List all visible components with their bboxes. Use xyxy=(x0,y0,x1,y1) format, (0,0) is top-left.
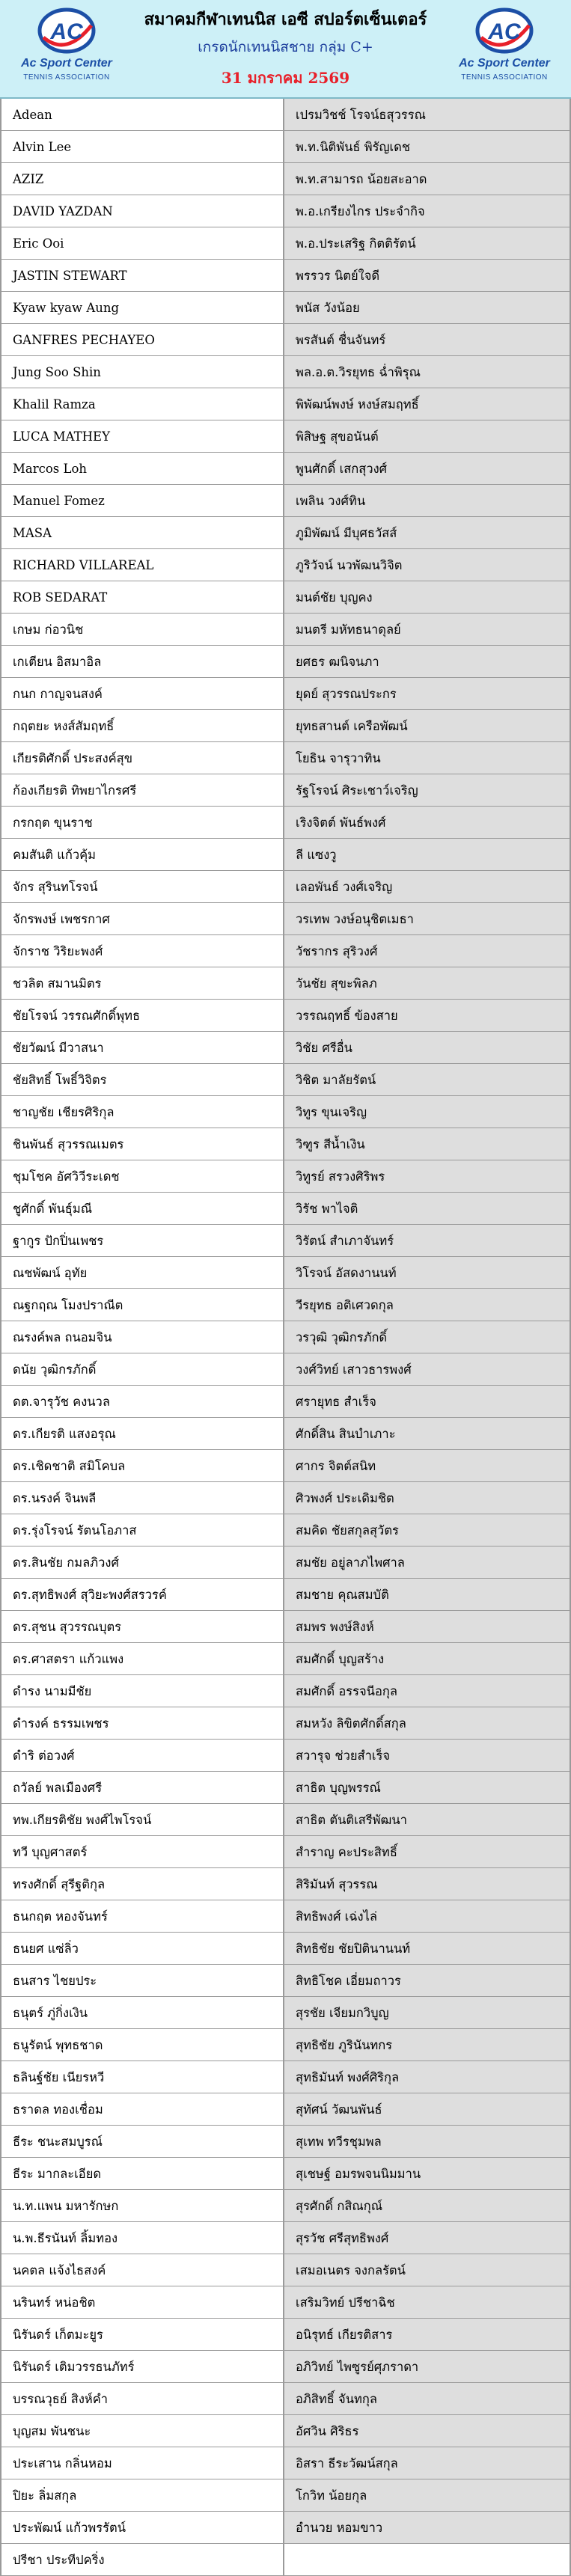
player-name-left: GANFRES PECHAYEO xyxy=(1,324,284,356)
player-name-left: ชาญชัย เชียรศิริกุล xyxy=(1,1096,284,1128)
table-row xyxy=(1,2286,570,2319)
player-name-right: วิรัตน์ สำเภาจันทร์ xyxy=(284,1225,570,1257)
player-name-right: สุเชษฐ์ อมรพจนนิมมาน xyxy=(284,2158,570,2190)
player-name-left: ธนกฤต หองจันทร์ xyxy=(1,1900,284,1933)
association-logo-left xyxy=(10,7,123,90)
player-name-right: พนัส วังน้อย xyxy=(284,292,570,324)
player-name-left: ทพ.เกียรติชัย พงศ์ไพโรจน์ xyxy=(1,1804,284,1836)
player-name-right: อภิวิทย์ ไพซูรย์ศุภราดา xyxy=(284,2351,570,2383)
player-name-right: สุรวัช ศรีสุทธิพงศ์ xyxy=(284,2222,570,2254)
player-name-left: ชินพันธ์ สุวรรณเมตร xyxy=(1,1128,284,1160)
table-row xyxy=(1,2383,570,2415)
player-name-left: ธลินฐ์ชัย เนียรหวี xyxy=(1,2061,284,2093)
player-name-left: ROB SEDARAT xyxy=(1,581,284,614)
table-row xyxy=(1,2061,570,2093)
player-name-right: วีรยุทธ อติเศวดกุล xyxy=(284,1289,570,1321)
player-name-left: ดำรง นามมีชัย xyxy=(1,1675,284,1707)
player-name-left: ดำรงค์ ธรรมเพชร xyxy=(1,1707,284,1740)
player-name-right: สิทธิพงศ์ เฉ่งไล่ xyxy=(284,1900,570,1933)
table-row xyxy=(1,2222,570,2254)
table-row xyxy=(1,2512,570,2544)
table-row xyxy=(1,1096,570,1128)
table-row xyxy=(1,967,570,1000)
player-name-left: ชัยโรจน์ วรรณศักดิ์พุทธ xyxy=(1,1000,284,1032)
player-name-right: วันชัย สุขะพิลภ xyxy=(284,967,570,1000)
player-name-left: ณรงค์พล ถนอมจิน xyxy=(1,1321,284,1353)
player-name-right: สมคิด ชัยสกุลสุวัตร xyxy=(284,1514,570,1546)
player-name-right: สุทธิชัย ภูรินันทกร xyxy=(284,2029,570,2061)
player-name-right: โยธิน จารุวาทิน xyxy=(284,742,570,774)
table-row xyxy=(1,1611,570,1643)
player-name-right: สาธิต ตันติเสรีพัฒนา xyxy=(284,1804,570,1836)
player-name-right: ลี แซงวู xyxy=(284,839,570,871)
ac-logo-icon xyxy=(475,7,534,54)
player-name-left: ดร.สุทธิพงศ์ สุวิยะพงศ์สรวรค์ xyxy=(1,1579,284,1611)
player-name-right: วัชรากร สุริวงศ์ xyxy=(284,935,570,967)
player-name-left: บรรณวุธย์ สิงห์คำ xyxy=(1,2383,284,2415)
player-name-left: นคตล แจ้งไธสงค์ xyxy=(1,2254,284,2286)
table-row xyxy=(1,1965,570,1997)
player-name-left: เกียรติศักดิ์ ประสงค์สุข xyxy=(1,742,284,774)
player-name-right: เสมอเนตร จงกลรัตน์ xyxy=(284,2254,570,2286)
player-name-right: ภูริวัจน์ นวพัฒนวิจิต xyxy=(284,549,570,581)
player-name-left: ชัยวัฒน์ มีวาสนา xyxy=(1,1032,284,1064)
player-name-right: สมชัย อยู่ลาภไพศาล xyxy=(284,1546,570,1579)
player-name-right: พ.ท.สามารถ น้อยสะอาด xyxy=(284,163,570,195)
player-name-left: ก้องเกียรติ ทิพยาไกรศรี xyxy=(1,774,284,807)
player-name-left: Jung Soo Shin xyxy=(1,356,284,388)
player-name-left: Khalil Ramza xyxy=(1,388,284,420)
player-name-left: ทวี บุญศาสตร์ xyxy=(1,1836,284,1868)
table-row xyxy=(1,1900,570,1933)
player-name-left: LUCA MATHEY xyxy=(1,420,284,453)
player-name-right: สุรชัย เจียมกวิบูญ xyxy=(284,1997,570,2029)
player-name-left: Adean xyxy=(1,99,284,131)
player-name-right: อำนวย หอมขาว xyxy=(284,2512,570,2544)
player-name-right: สาธิต บุญพรรณ์ xyxy=(284,1772,570,1804)
player-name-right: วรวุฒิ วุฒิกรภักดิ์ xyxy=(284,1321,570,1353)
player-name-right: ยุทธสานต์ เครือพัฒน์ xyxy=(284,710,570,742)
player-name-right: สวารุจ ช่วยสำเร็จ xyxy=(284,1740,570,1772)
table-row xyxy=(1,549,570,581)
player-name-left: ชัยสิทธิ์ โพธิ์วิจิตร xyxy=(1,1064,284,1096)
player-name-right: ศักดิ์สิน สินบำเภาะ xyxy=(284,1418,570,1450)
table-row xyxy=(1,1064,570,1096)
player-name-left: นรินทร์ หน่อชิต xyxy=(1,2286,284,2319)
player-name-left: ณชพัฒน์ อุทัย xyxy=(1,1257,284,1289)
player-name-right: สมศักดิ์ บุญสร้าง xyxy=(284,1643,570,1675)
player-name-right: รัฐโรจน์ ศิระเชาว์เจริญ xyxy=(284,774,570,807)
player-name-left: ดร.นรงค์ จินพลี xyxy=(1,1482,284,1514)
player-name-right: เริงจิตต์ พันธ์พงศ์ xyxy=(284,807,570,839)
player-name-left: นิรันดร์ เก็ตมะยูร xyxy=(1,2319,284,2351)
player-name-left: Manuel Fomez xyxy=(1,485,284,517)
table-row xyxy=(1,839,570,871)
player-name-left: ธนสาร ไชยประ xyxy=(1,1965,284,1997)
player-name-left: DAVID YAZDAN xyxy=(1,195,284,227)
player-name-right: เพลิน วงศ์ทิน xyxy=(284,485,570,517)
table-row xyxy=(1,2093,570,2126)
logo-subtitle: TENNIS ASSOCIATION xyxy=(461,73,548,82)
player-name-right: วิรัช พาไจติ xyxy=(284,1193,570,1225)
table-row xyxy=(1,1257,570,1289)
table-row xyxy=(1,1000,570,1032)
table-row xyxy=(1,453,570,485)
table-row xyxy=(1,99,570,131)
player-name-right: สำราญ คะประสิทธิ์ xyxy=(284,1836,570,1868)
table-row xyxy=(1,742,570,774)
table-row xyxy=(1,774,570,807)
table-row xyxy=(1,1160,570,1193)
table-row xyxy=(1,1289,570,1321)
player-name-right: สมหวัง ลิขิตศักดิ์สกุล xyxy=(284,1707,570,1740)
table-row xyxy=(1,1675,570,1707)
player-name-left: ประพัฒน์ แก้วพรรัตน์ xyxy=(1,2512,284,2544)
player-name-right: วรรณฤทธิ์ ข้องสาย xyxy=(284,1000,570,1032)
table-row xyxy=(1,2544,570,2576)
player-name-left: ณฐกฤณ โมงปราณีต xyxy=(1,1289,284,1321)
player-name-right: วิทูรย์ สรวงศิริพร xyxy=(284,1160,570,1193)
table-row xyxy=(1,1353,570,1386)
table-row xyxy=(1,163,570,195)
player-name-left: ธีระ มากละเอียด xyxy=(1,2158,284,2190)
player-name-left: คมสันติ แก้วคุ้ม xyxy=(1,839,284,871)
player-name-left: Eric Ooi xyxy=(1,227,284,260)
table-row xyxy=(1,1836,570,1868)
player-name-left: ดร.รุ่งโรจน์ รัตนโอภาส xyxy=(1,1514,284,1546)
player-name-right: มนต์ชัย บุญคง xyxy=(284,581,570,614)
table-row xyxy=(1,1997,570,2029)
table-row xyxy=(1,2029,570,2061)
player-name-right: สมชาย คุณสมบัติ xyxy=(284,1579,570,1611)
player-name-right: สุรศักดิ์ กสิณกุณ์ xyxy=(284,2190,570,2222)
table-row xyxy=(1,131,570,163)
player-name-left: ชูศักดิ์ พันธุ์มณี xyxy=(1,1193,284,1225)
player-name-right: เปรมวิชช์ โรจน์ธสุวรรณ xyxy=(284,99,570,131)
player-name-left: ดร.เกียรติ แสงอรุณ xyxy=(1,1418,284,1450)
table-row xyxy=(1,2254,570,2286)
table-row xyxy=(1,1418,570,1450)
player-name-right: สิริมันท์ สุวรรณ xyxy=(284,1868,570,1900)
table-row xyxy=(1,292,570,324)
table-row xyxy=(1,1772,570,1804)
player-name-right: อิสรา ธีระวัฒน์สกุล xyxy=(284,2447,570,2479)
player-name-left: Kyaw kyaw Aung xyxy=(1,292,284,324)
table-row xyxy=(1,1643,570,1675)
player-name-right: ศรายุทธ สำเร็จ xyxy=(284,1386,570,1418)
svg-text:AC: AC xyxy=(488,19,521,44)
grade-group-title: เกรดนักเทนนิสชาย กลุ่ม C+ xyxy=(198,39,373,55)
player-name-right: สิทธิโชค เอี่ยมถาวร xyxy=(284,1965,570,1997)
player-name-right: โกวิท น้อยกุล xyxy=(284,2479,570,2512)
table-row xyxy=(1,227,570,260)
player-name-right: อัศวิน ศิริธร xyxy=(284,2415,570,2447)
player-name-right: ยุดย์ สุวรรณประกร xyxy=(284,678,570,710)
table-row xyxy=(1,1868,570,1900)
player-name-right: พล.อ.ต.วิรยุทธ ฉ่ำพิรุณ xyxy=(284,356,570,388)
table-row xyxy=(1,1225,570,1257)
ac-logo-icon xyxy=(37,7,96,54)
table-row xyxy=(1,1193,570,1225)
player-name-left: จักรพงษ์ เพชรกาศ xyxy=(1,903,284,935)
table-row xyxy=(1,1546,570,1579)
player-name-left: ฐากูร ปักปิ่นเพชร xyxy=(1,1225,284,1257)
player-name-right: วงศ์วิทย์ เสาวธารพงศ์ xyxy=(284,1353,570,1386)
player-name-left: เกษม ก่อวนิช xyxy=(1,614,284,646)
player-name-left: ดร.สุชน สุวรรณบุตร xyxy=(1,1611,284,1643)
player-name-right: พิสิษฐ สุขอนันต์ xyxy=(284,420,570,453)
player-name-right: วรเทพ วงษ์อนุชิตเมธา xyxy=(284,903,570,935)
player-name-table xyxy=(0,99,571,2576)
table-row xyxy=(1,1804,570,1836)
player-name-left: ถวัลย์ พลเมืองศรี xyxy=(1,1772,284,1804)
table-row xyxy=(1,1450,570,1482)
player-name-right: ภูมิพัฒน์ มีบุศธวัสส์ xyxy=(284,517,570,549)
table-row xyxy=(1,903,570,935)
table-row xyxy=(1,807,570,839)
table-row xyxy=(1,646,570,678)
table-row xyxy=(1,1514,570,1546)
player-name-left: ชวลิต สมานมิตร xyxy=(1,967,284,1000)
player-name-right: พรสันต์ ชื่นจันทร์ xyxy=(284,324,570,356)
table-row xyxy=(1,2126,570,2158)
player-name-left: จักร สุรินทโรจน์ xyxy=(1,871,284,903)
player-name-left: ธนุตร์ ภู่กิ่งเงิน xyxy=(1,1997,284,2029)
player-name-left: ธราดล ทองเชื่อม xyxy=(1,2093,284,2126)
player-name-left: ดำริ ต่อวงศ์ xyxy=(1,1740,284,1772)
player-name-left: JASTIN STEWART xyxy=(1,260,284,292)
player-name-left: ดนัย วุฒิกรภักดิ์ xyxy=(1,1353,284,1386)
player-name-left: กนก กาญจนสงค์ xyxy=(1,678,284,710)
table-row xyxy=(1,1032,570,1064)
player-name-right: พรรวร นิตย์ใจดี xyxy=(284,260,570,292)
player-name-left: ธนยศ แซ่ลิ่ว xyxy=(1,1933,284,1965)
player-name-left: Marcos Loh xyxy=(1,453,284,485)
logo-subtitle: TENNIS ASSOCIATION xyxy=(23,73,110,82)
player-name-left: ประเสาน กลิ่นหอม xyxy=(1,2447,284,2479)
player-name-right: วิชิต มาลัยรัตน์ xyxy=(284,1064,570,1096)
player-name-right: สุเทพ ทวีรชุมพล xyxy=(284,2126,570,2158)
player-name-right: พูนศักดิ์ เสกสุวงศ์ xyxy=(284,453,570,485)
player-name-left: ดร.สินชัย กมลภิวงศ์ xyxy=(1,1546,284,1579)
player-name-left: ทรงศักดิ์ สุรีฐติกุล xyxy=(1,1868,284,1900)
table-row xyxy=(1,195,570,227)
player-name-left: จักราช วิริยะพงศ์ xyxy=(1,935,284,967)
table-row xyxy=(1,1482,570,1514)
table-row xyxy=(1,1740,570,1772)
player-name-left: กรกฤต ขุนราช xyxy=(1,807,284,839)
logo-name: Ac Sport Center xyxy=(21,57,112,70)
player-name-left: ดร.เชิดชาติ สมิโคบล xyxy=(1,1450,284,1482)
player-name-left: AZIZ xyxy=(1,163,284,195)
table-row xyxy=(1,1579,570,1611)
player-name-right: พ.ท.นิติพันธ์ พิรัญเดช xyxy=(284,131,570,163)
table-row xyxy=(1,614,570,646)
player-name-right: อภิสิทธิ์ จันทกุล xyxy=(284,2383,570,2415)
player-name-left: ปิยะ ลิ่มสกุล xyxy=(1,2479,284,2512)
player-name-left: น.พ.ธีรนันท์ ลิ้มทอง xyxy=(1,2222,284,2254)
player-name-left: ดร.ศาสตรา แก้วแพง xyxy=(1,1643,284,1675)
table-row xyxy=(1,710,570,742)
player-name-right: เลอพันธ์ วงศ์เจริญ xyxy=(284,871,570,903)
table-row xyxy=(1,2190,570,2222)
player-name-right: สิทธิชัย ชัยปิตินานนท์ xyxy=(284,1933,570,1965)
table-row xyxy=(1,260,570,292)
table-row xyxy=(1,517,570,549)
player-name-left: บุญสม พันชนะ xyxy=(1,2415,284,2447)
player-name-right: ศากร จิตต์สนิท xyxy=(284,1450,570,1482)
table-row xyxy=(1,2351,570,2383)
player-name-left: กฤตยะ หงส์สัมฤทธิ์ xyxy=(1,710,284,742)
list-date: 31 มกราคม 2569 xyxy=(221,69,350,87)
player-name-right: สมศักดิ์ อรรจนีอกุล xyxy=(284,1675,570,1707)
player-name-right: พ.อ.เกรียงไกร ประจำกิจ xyxy=(284,195,570,227)
player-name-right: วิฑูร สีน้ำเงิน xyxy=(284,1128,570,1160)
player-name-right xyxy=(284,2544,570,2576)
table-row xyxy=(1,324,570,356)
table-row xyxy=(1,678,570,710)
player-name-left: MASA xyxy=(1,517,284,549)
table-row xyxy=(1,2447,570,2479)
table-row xyxy=(1,1321,570,1353)
table-row xyxy=(1,485,570,517)
player-name-right: พ.อ.ประเสริฐ กิตติรัตน์ xyxy=(284,227,570,260)
association-logo-right xyxy=(448,7,561,90)
player-name-left: ธนูรัตน์ พุทธชาด xyxy=(1,2029,284,2061)
player-name-left: ปรีชา ประทีปคริ่ง xyxy=(1,2544,284,2576)
player-name-right: วิโรจน์ อัสดงานนท์ xyxy=(284,1257,570,1289)
svg-text:AC: AC xyxy=(50,19,83,44)
association-title: สมาคมกีฬาเทนนิส เอซี สปอร์ตเซ็นเตอร์ xyxy=(144,10,427,29)
player-name-left: ชุมโชค อัศวิวีระเดช xyxy=(1,1160,284,1193)
table-row xyxy=(1,1707,570,1740)
player-name-right: เสริมวิทย์ ปรีชาฉิช xyxy=(284,2286,570,2319)
table-row xyxy=(1,1128,570,1160)
logo-name: Ac Sport Center xyxy=(459,57,550,70)
table-row xyxy=(1,356,570,388)
player-name-left: ดต.จารุวัช คงนวล xyxy=(1,1386,284,1418)
player-name-left: ธีระ ชนะสมบูรณ์ xyxy=(1,2126,284,2158)
player-name-left: Alvin Lee xyxy=(1,131,284,163)
table-row xyxy=(1,2479,570,2512)
player-name-right: พิพัฒน์พงษ์ หงษ์สมฤทธิ์ xyxy=(284,388,570,420)
player-name-right: สมพร พงษ์สิงห์ xyxy=(284,1611,570,1643)
table-row xyxy=(1,388,570,420)
player-name-right: วิชัย ศรีอื่น xyxy=(284,1032,570,1064)
player-name-left: เกเตียน อิสมาอิล xyxy=(1,646,284,678)
table-row xyxy=(1,2319,570,2351)
table-row xyxy=(1,420,570,453)
table-row xyxy=(1,2415,570,2447)
player-name-right: ศิวพงศ์ ประเดิมชิต xyxy=(284,1482,570,1514)
table-row xyxy=(1,935,570,967)
player-name-right: อนิรุทธ์ เกียรติสาร xyxy=(284,2319,570,2351)
table-row xyxy=(1,2158,570,2190)
table-row xyxy=(1,581,570,614)
player-name-right: สุทธิมันท์ พงศ์ศิริกุล xyxy=(284,2061,570,2093)
player-name-right: วิทูร ขุนเจริญ xyxy=(284,1096,570,1128)
player-name-left: นิรันดร์ เติมวรรธนภัทร์ xyxy=(1,2351,284,2383)
player-name-right: ยศธร ฒนิจนภา xyxy=(284,646,570,678)
player-name-left: น.ท.แพน มหารักษก xyxy=(1,2190,284,2222)
header xyxy=(0,0,571,99)
table-row xyxy=(1,871,570,903)
player-name-left: RICHARD VILLAREAL xyxy=(1,549,284,581)
player-name-right: มนตรี มหัทธนาดุลย์ xyxy=(284,614,570,646)
player-name-right: สุทัศน์ วัฒนพันธ์ xyxy=(284,2093,570,2126)
table-row xyxy=(1,1933,570,1965)
table-row xyxy=(1,1386,570,1418)
